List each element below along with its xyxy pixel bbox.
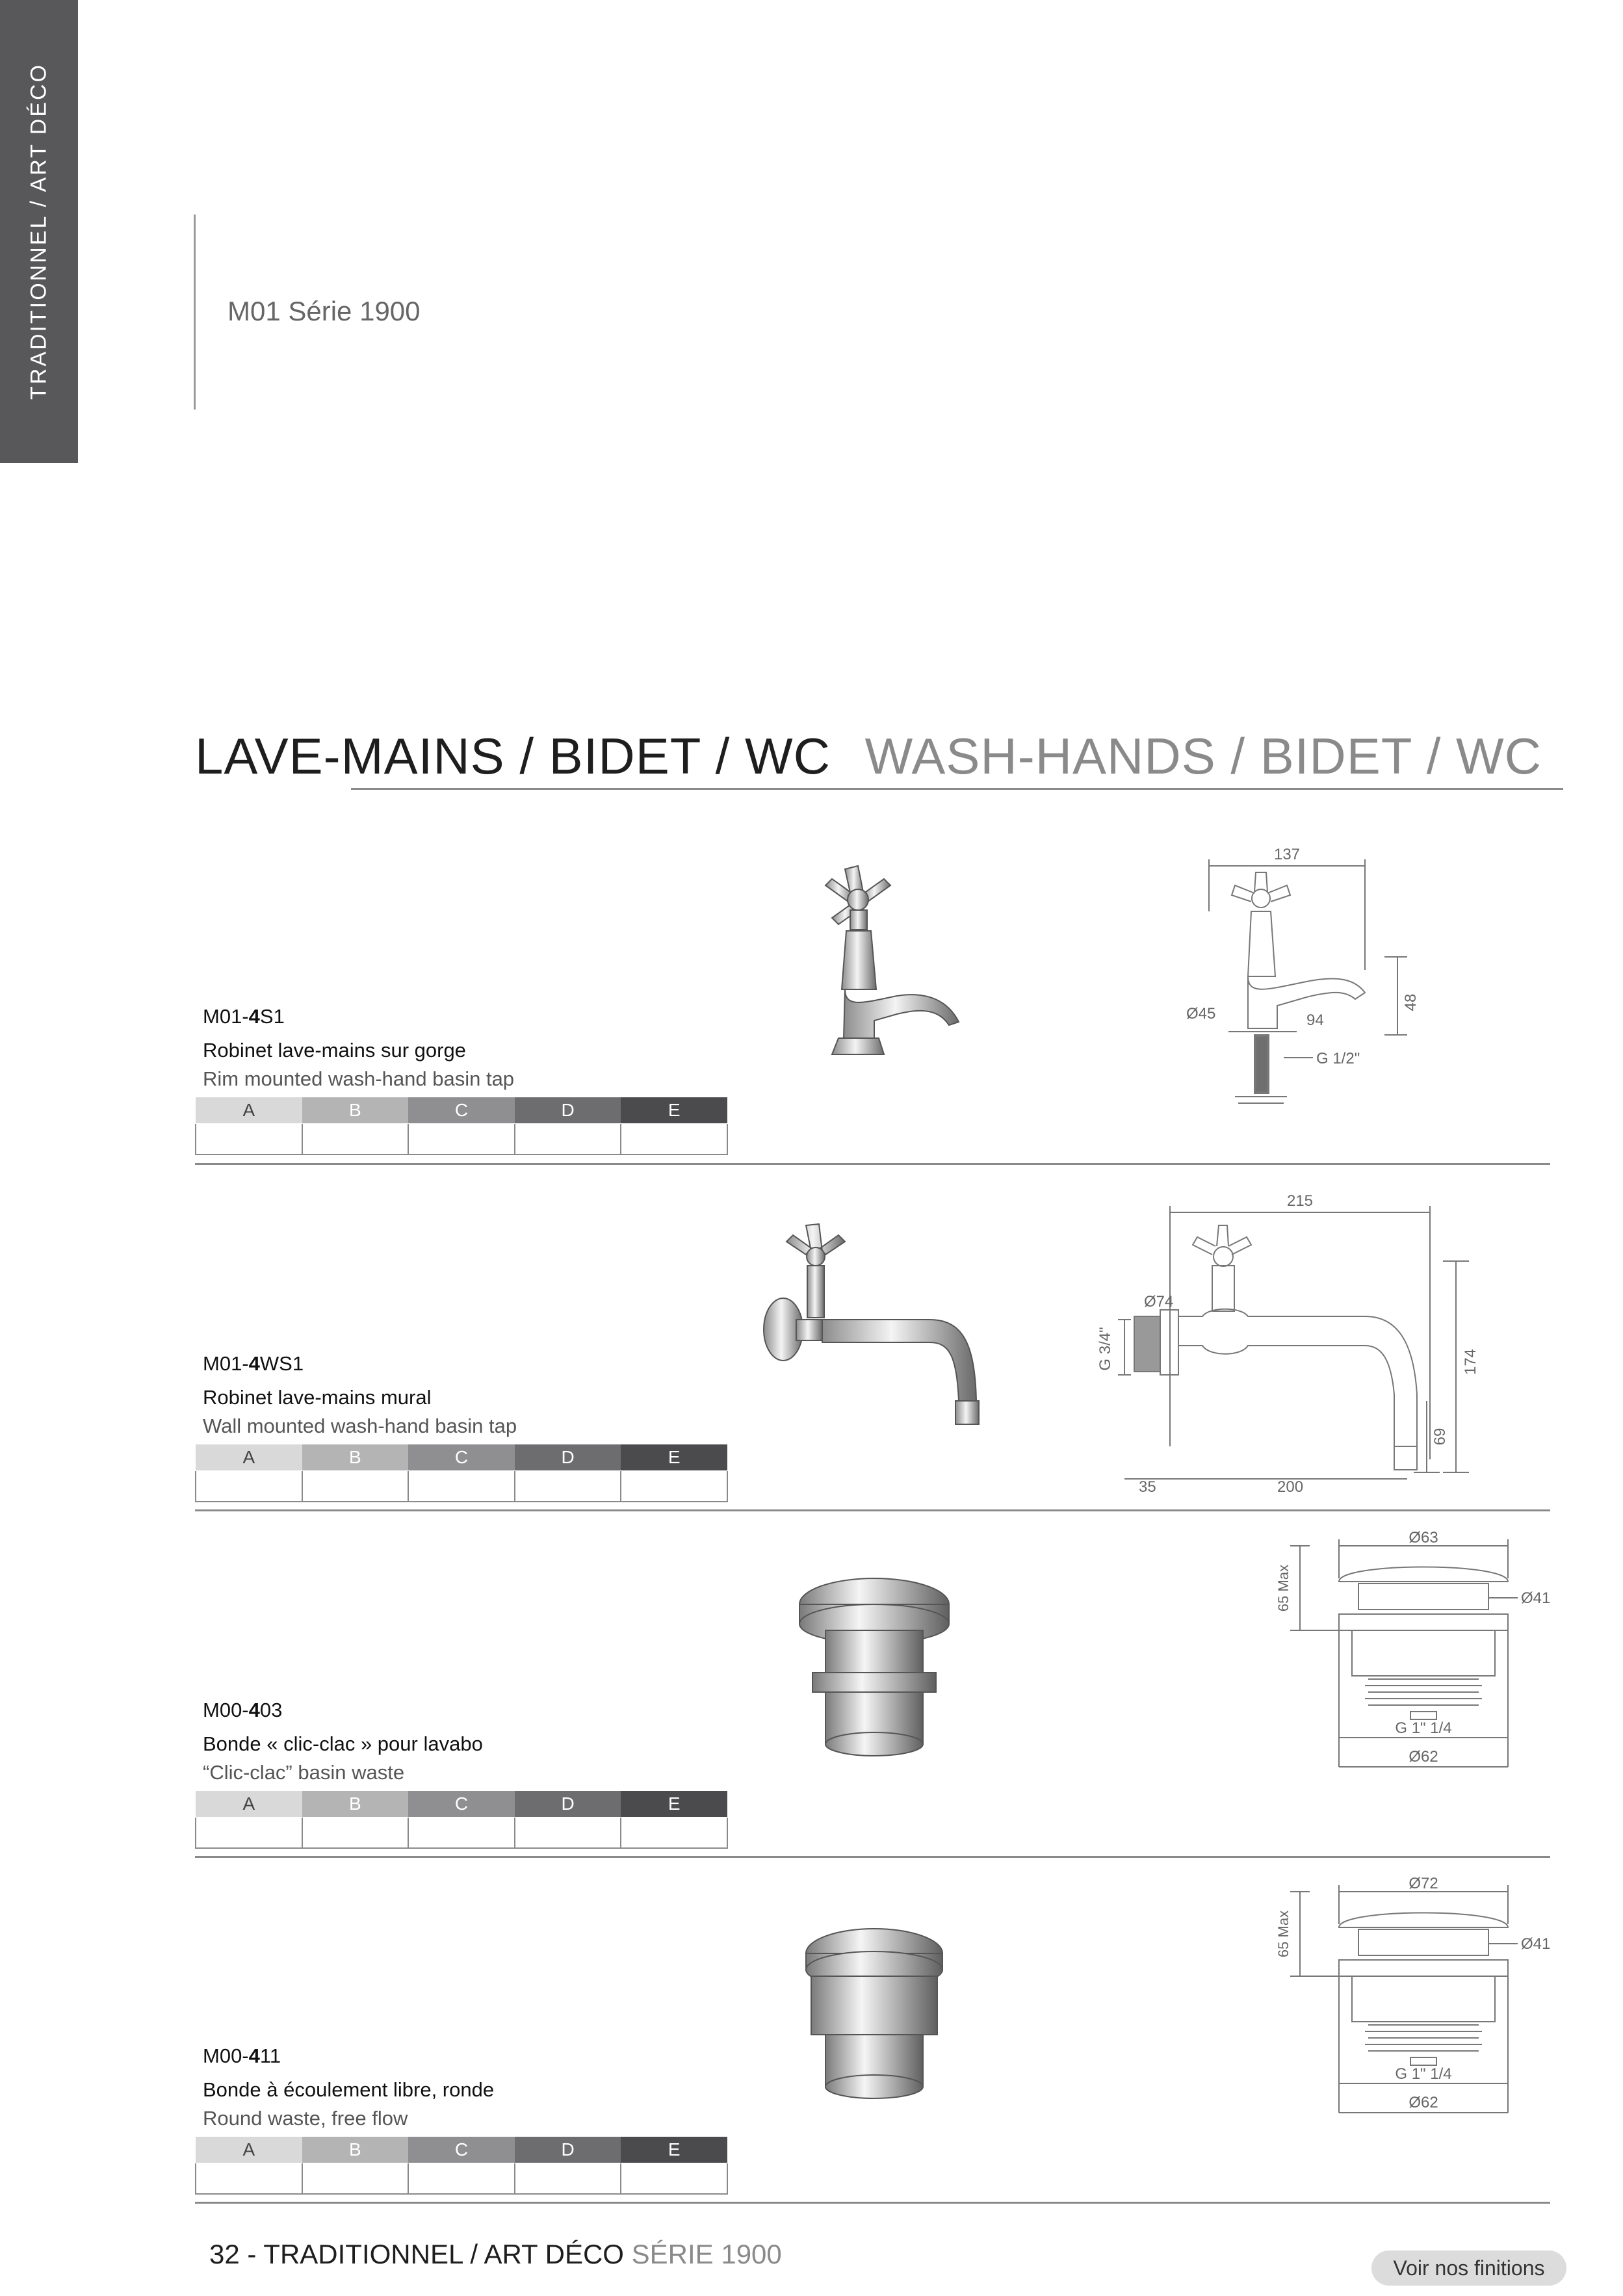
dim-base-dia: Ø62 — [1409, 2094, 1438, 2111]
finish-swatch[interactable] — [302, 2163, 409, 2194]
finish-table — [195, 1444, 728, 1502]
dim-base-dia: Ø45 — [1186, 1005, 1216, 1023]
finish-cell-d: D — [515, 1444, 621, 1470]
finish-swatch[interactable] — [302, 1123, 409, 1155]
dim-thread: G 1" 1/4 — [1395, 2065, 1452, 2083]
dim-inner-dia: Ø41 — [1521, 1935, 1551, 1953]
row-divider — [195, 2202, 1550, 2204]
product-photo-rim-tap — [734, 840, 1014, 1113]
dim-base-dia: Ø62 — [1409, 1748, 1438, 1766]
section-title-en: WASH-HANDS / BIDET / WC — [864, 727, 1542, 785]
product-photo-clic-clac-waste — [734, 1533, 1014, 1806]
finish-swatch[interactable] — [196, 2163, 302, 2194]
product-name-en: Wall mounted wash-hand basin tap — [203, 1415, 517, 1437]
finish-cell-b: B — [302, 1791, 409, 1817]
product-code: M01-4S1 — [203, 1005, 285, 1028]
finish-cell-b: B — [302, 1097, 409, 1123]
finish-cell-e: E — [621, 1444, 727, 1470]
finish-swatch[interactable] — [621, 1470, 727, 1502]
product-row — [195, 1859, 1550, 2204]
dim-reach: 200 — [1277, 1478, 1304, 1496]
dim-wall: 35 — [1139, 1478, 1156, 1496]
finish-swatch[interactable] — [621, 2163, 727, 2194]
product-row — [195, 1167, 1550, 1511]
section-underline — [351, 788, 1563, 790]
technical-drawing-clic-clac-waste — [1261, 1526, 1551, 1851]
finish-cell-a: A — [196, 1097, 302, 1123]
finish-swatch[interactable] — [408, 1123, 515, 1155]
product-name-en: “Clic-clac” basin waste — [203, 1761, 405, 1784]
dim-spout-height: 69 — [1431, 1428, 1449, 1446]
dim-thread: G 1" 1/4 — [1395, 1719, 1452, 1737]
finish-swatch[interactable] — [515, 1470, 621, 1502]
section-title — [195, 727, 1542, 786]
technical-drawing-wall-tap — [1053, 1186, 1527, 1498]
finish-cell-c: C — [408, 1097, 515, 1123]
finish-swatch[interactable] — [621, 1123, 727, 1155]
finish-swatch[interactable] — [408, 1817, 515, 1848]
finish-swatch[interactable] — [196, 1123, 302, 1155]
finish-cell-b: B — [302, 1444, 409, 1470]
finish-swatch[interactable] — [621, 1817, 727, 1848]
finish-cell-d: D — [515, 1097, 621, 1123]
finish-swatch[interactable] — [515, 1817, 621, 1848]
dim-width: 137 — [1273, 846, 1301, 863]
product-name-fr: Bonde « clic-clac » pour lavabo — [203, 1732, 483, 1755]
product-name-en: Round waste, free flow — [203, 2107, 408, 2130]
dim-width: 215 — [1286, 1192, 1314, 1210]
product-name-fr: Robinet lave-mains mural — [203, 1386, 432, 1409]
view-finishes-button[interactable]: Voir nos finitions — [1371, 2250, 1566, 2286]
product-name-fr: Bonde à écoulement libre, ronde — [203, 2078, 495, 2101]
finish-swatch[interactable] — [515, 1123, 621, 1155]
series-title: M01 Série 1900 — [227, 296, 421, 326]
finish-swatch[interactable] — [302, 1817, 409, 1848]
finish-cell-c: C — [408, 2137, 515, 2163]
section-title-fr: LAVE-MAINS / BIDET / WC — [195, 727, 831, 785]
dim-inner-dia: Ø41 — [1521, 1589, 1551, 1607]
finish-swatch[interactable] — [196, 1817, 302, 1848]
footer-series: SÉRIE 1900 — [631, 2239, 782, 2269]
dim-top-dia: Ø63 — [1409, 1529, 1438, 1546]
product-photo-round-waste — [734, 1879, 1014, 2152]
finish-cell-d: D — [515, 1791, 621, 1817]
product-photo-wall-tap — [734, 1186, 1014, 1459]
finish-swatch[interactable] — [196, 1470, 302, 1502]
finish-swatch[interactable] — [408, 2163, 515, 2194]
page-footer — [209, 2239, 782, 2270]
dim-thread: G 1/2" — [1316, 1050, 1360, 1067]
finish-table — [195, 1097, 728, 1155]
finish-table — [195, 2136, 728, 2195]
dim-height: 48 — [1402, 993, 1420, 1011]
series-accent-bar — [194, 215, 196, 410]
technical-drawing-round-waste — [1261, 1872, 1551, 2197]
finish-cell-b: B — [302, 2137, 409, 2163]
finish-cell-a: A — [196, 1791, 302, 1817]
finish-cell-e: E — [621, 1097, 727, 1123]
product-code: M01-4WS1 — [203, 1352, 304, 1375]
dim-max-height: 65 Max — [1275, 1910, 1292, 1958]
product-name-fr: Robinet lave-mains sur gorge — [203, 1039, 466, 1062]
finish-cell-e: E — [621, 1791, 727, 1817]
row-divider — [195, 1509, 1550, 1511]
finish-swatch[interactable] — [408, 1470, 515, 1502]
finish-cell-a: A — [196, 1444, 302, 1470]
finish-swatch[interactable] — [302, 1470, 409, 1502]
finish-cell-c: C — [408, 1444, 515, 1470]
finish-swatch[interactable] — [515, 2163, 621, 2194]
finish-table — [195, 1790, 728, 1849]
product-row — [195, 820, 1550, 1165]
finish-cell-a: A — [196, 2137, 302, 2163]
page-number: 32 — [209, 2239, 240, 2269]
dim-rose-dia: Ø74 — [1144, 1293, 1174, 1311]
dim-reach: 94 — [1306, 1011, 1324, 1029]
product-code: M00-411 — [203, 2044, 281, 2067]
row-divider — [195, 1856, 1550, 1858]
technical-drawing-rim-tap — [1157, 840, 1495, 1145]
row-divider — [195, 1163, 1550, 1165]
product-name-en: Rim mounted wash-hand basin tap — [203, 1067, 515, 1090]
finish-cell-d: D — [515, 2137, 621, 2163]
finish-cell-e: E — [621, 2137, 727, 2163]
side-category-tab — [0, 0, 78, 463]
footer-category: TRADITIONNEL / ART DÉCO — [263, 2239, 624, 2269]
footer-separator: - — [239, 2239, 264, 2269]
dim-thread: G 3/4" — [1097, 1327, 1114, 1371]
product-code: M00-403 — [203, 1699, 283, 1721]
dim-max-height: 65 Max — [1275, 1564, 1292, 1612]
side-category-label: TRADITIONNEL / ART DÉCO — [26, 62, 51, 400]
dim-height: 174 — [1462, 1348, 1479, 1376]
dim-top-dia: Ø72 — [1409, 1875, 1438, 1892]
finish-cell-c: C — [408, 1791, 515, 1817]
product-row — [195, 1513, 1550, 1858]
